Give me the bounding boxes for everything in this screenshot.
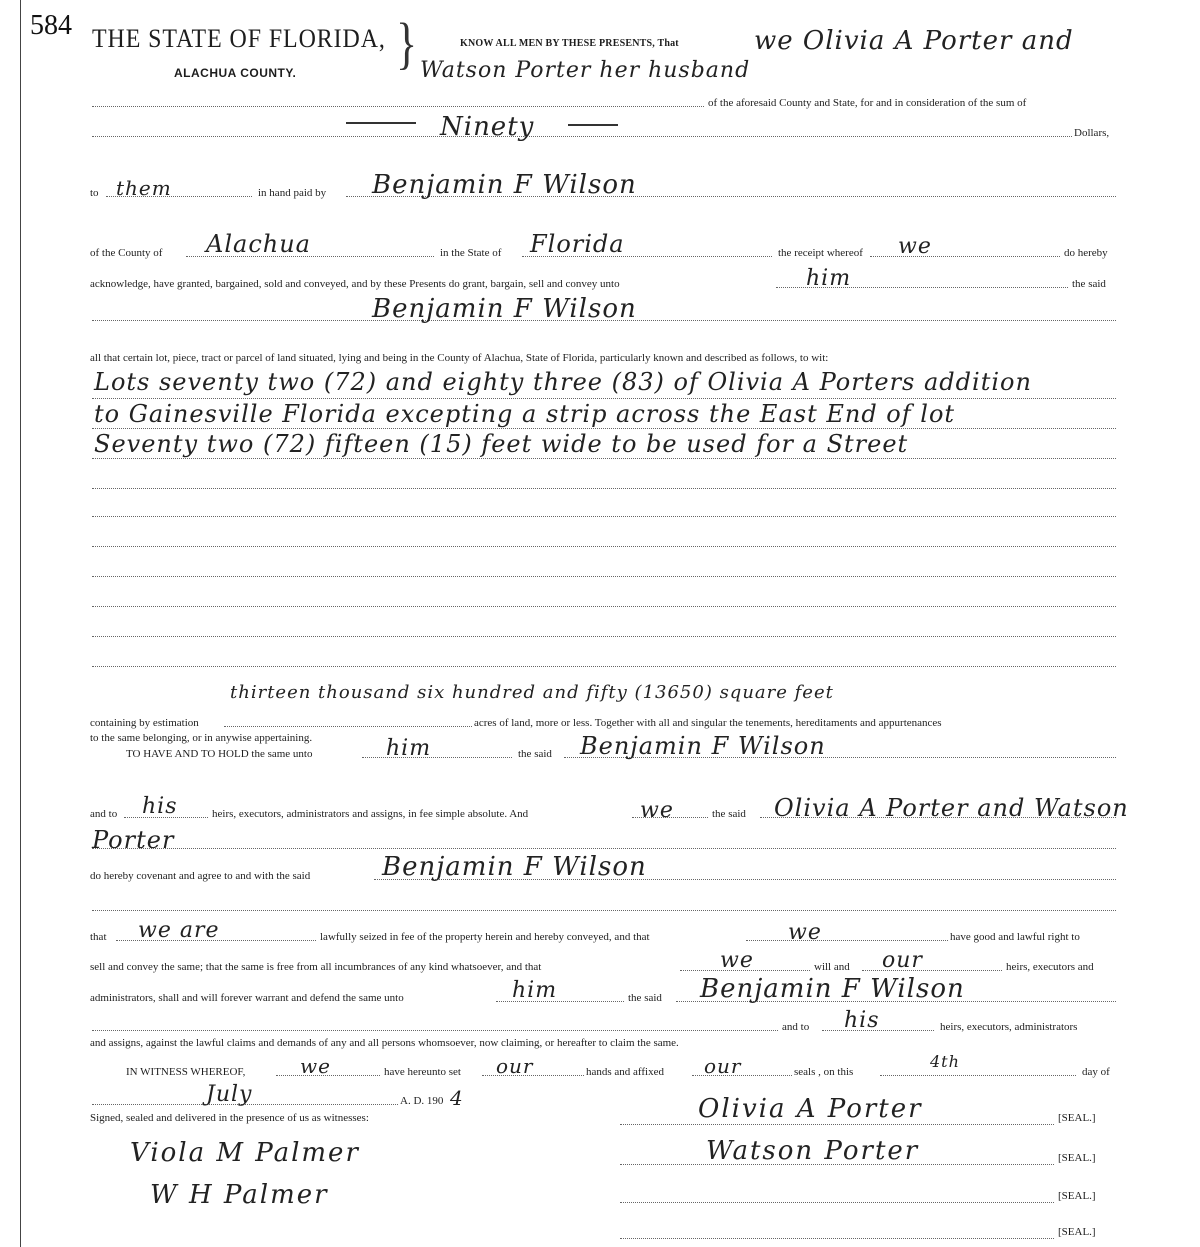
heirs-executors-text: heirs, executors and (1006, 961, 1094, 973)
land-intro-text: all that certain lot, piece, tract or parcel of land situated, lying and being in the County of Alachua, State of Florida, particularly known and described as follows, to wit: (90, 352, 829, 364)
and-to-label: and to (90, 808, 118, 820)
receipt-label: the receipt whereof (778, 247, 863, 259)
county-title: ALACHUA COUNTY. (174, 66, 297, 80)
to-have-text: TO HAVE AND TO HOLD the same unto (126, 748, 313, 760)
state-title: THE STATE OF FLORIDA, (92, 24, 386, 53)
fill-line (92, 516, 1116, 517)
seized-text: lawfully seized in fee of the property herein and hereby conveyed, and that (320, 931, 650, 943)
unto-value-handwritten: him (806, 266, 852, 291)
signature-line (620, 1238, 1054, 1239)
month-handwritten: July (206, 1082, 253, 1107)
fill-line (746, 940, 948, 941)
and-to-handwritten: his (142, 794, 178, 819)
assigns-text: and assigns, against the lawful claims and demands of any and all persons whomsoever, now claiming, or hereafter to claim the same. (90, 1037, 679, 1049)
witness-value3-handwritten: our (704, 1054, 742, 1078)
payer-handwritten: Benjamin F Wilson (372, 170, 637, 200)
to-label: to (90, 187, 99, 199)
belonging-text: to the same belonging, or in anywise appertaining. (90, 732, 313, 744)
fill-line (92, 636, 1116, 637)
containing-label: containing by estimation (90, 717, 199, 729)
fill-line (362, 757, 512, 758)
fill-line (92, 428, 1116, 429)
signature-line (620, 1202, 1054, 1203)
fill-line (92, 458, 1116, 459)
dash-stroke (346, 122, 416, 124)
brace-glyph: } (396, 11, 418, 76)
witness-value2-handwritten: our (496, 1054, 534, 1078)
land-desc-handwritten-3: Seventy two (72) fifteen (15) feet wide to be used for a Street (94, 430, 909, 458)
grantors-handwritten-2: Watson Porter her husband (420, 58, 751, 83)
amount-handwritten: Ninety (440, 112, 535, 142)
the-said-label: the said (628, 992, 662, 1004)
day-handwritten: 4th (930, 1052, 960, 1071)
in-state-label: in the State of (440, 247, 502, 259)
to-value-handwritten: them (116, 176, 172, 200)
acres-text: acres of land, more or less. Together with all and singular the tenements, hereditaments and appurtenances (474, 717, 942, 729)
fill-line (92, 910, 1116, 911)
fill-line (92, 546, 1116, 547)
grantors-cont-handwritten: Porter (92, 826, 175, 854)
of-county-label: of the County of (90, 247, 163, 259)
seals-on-this-text: seals , on this (794, 1066, 854, 1078)
seal-label: [SEAL.] (1058, 1226, 1096, 1238)
admin-value1-handwritten: him (512, 978, 558, 1003)
admin-value2-handwritten: his (844, 1008, 880, 1033)
fill-line (92, 488, 1116, 489)
seal-label: [SEAL.] (1058, 1190, 1096, 1202)
left-margin-rule (20, 0, 21, 1247)
document-number: 584 (30, 10, 72, 41)
consideration-text: of the aforesaid County and State, for and in consideration of the sum of (708, 97, 1027, 109)
grantor-signature-2: Watson Porter (706, 1136, 920, 1166)
the-said-label: the said (1072, 278, 1106, 290)
fill-line (92, 1030, 778, 1031)
in-witness-text: IN WITNESS WHEREOF, (126, 1066, 246, 1078)
covenant-grantee-handwritten: Benjamin F Wilson (382, 852, 647, 882)
state-value-handwritten: Florida (530, 230, 625, 258)
fill-line (92, 398, 1116, 399)
fill-line (224, 726, 472, 727)
grantee-handwritten: Benjamin F Wilson (580, 732, 826, 760)
grantor-signature-1: Olivia A Porter (698, 1094, 923, 1124)
seal-label: [SEAL.] (1058, 1112, 1096, 1124)
and-to-label: and to (782, 1021, 810, 1033)
dash-stroke (568, 124, 618, 126)
ad-label: A. D. 190 (400, 1095, 444, 1107)
land-desc-handwritten-2: to Gainesville Florida excepting a strip across the East End of lot (94, 400, 956, 428)
lawful-right-text: have good and lawful right to (950, 931, 1080, 943)
admin-grantee-handwritten: Benjamin F Wilson (700, 974, 965, 1004)
hereunto-text: have hereunto set (384, 1066, 461, 1078)
witness-signature-2: W H Palmer (150, 1180, 329, 1210)
signature-line (620, 1124, 1054, 1125)
fill-line (92, 848, 1116, 849)
know-all-men-text: KNOW ALL MEN BY THESE PRESENTS, That (460, 38, 679, 49)
acknowledge-text: acknowledge, have granted, bargained, sold and conveyed, and by these Presents do grant, bargain, sell and convey unto (90, 278, 620, 290)
receipt-value-handwritten: we (898, 234, 932, 259)
fill-line (92, 106, 704, 107)
witness-value1-handwritten: we (300, 1054, 331, 1078)
fill-line (92, 136, 1072, 137)
year-handwritten: 4 (450, 1086, 464, 1110)
hands-affixed-text: hands and affixed (586, 1066, 664, 1078)
heirs-administrators-text: heirs, executors, administrators (940, 1021, 1078, 1033)
witness-signature-1: Viola M Palmer (130, 1138, 360, 1168)
fill-line (880, 1075, 1076, 1076)
sell-value2-handwritten: our (882, 948, 923, 973)
covenant-text: do hereby covenant and agree to and with the said (90, 870, 311, 882)
signature-line (620, 1164, 1054, 1165)
estimation-handwritten: thirteen thousand six hundred and fifty (13650) square feet (230, 682, 834, 703)
sell-text: sell and convey the same; that the same is free from all incumbrances of any kind whatsoever, and that (90, 961, 542, 973)
do-hereby-label: do hereby (1064, 247, 1108, 259)
in-hand-label: in hand paid by (258, 187, 327, 199)
grantors-handwritten: Olivia A Porter and Watson (774, 794, 1129, 822)
and-value-handwritten: we (640, 798, 674, 823)
heirs-text: heirs, executors, administrators and assigns, in fee simple absolute. And (212, 808, 529, 820)
county-value-handwritten: Alachua (206, 230, 311, 258)
that-label: that (90, 931, 107, 943)
fill-line (92, 576, 1116, 577)
will-and-label: will and (814, 961, 850, 973)
seal-label: [SEAL.] (1058, 1152, 1096, 1164)
that-value2-handwritten: we (788, 920, 822, 945)
land-desc-handwritten-1: Lots seventy two (72) and eighty three (83) of Olivia A Porters addition (94, 368, 1032, 396)
dollars-label: Dollars, (1074, 127, 1110, 139)
fill-line (92, 606, 1116, 607)
sell-value1-handwritten: we (720, 948, 754, 973)
have-unto-handwritten: him (386, 736, 432, 761)
grantors-handwritten-1: we Olivia A Porter and (754, 26, 1074, 56)
the-said-label: the said (518, 748, 552, 760)
day-of-label: day of (1082, 1066, 1110, 1078)
fill-line (92, 666, 1116, 667)
signed-sealed-text: Signed, sealed and delivered in the presence of us as witnesses: (90, 1112, 369, 1124)
that-handwritten: we are (138, 918, 220, 943)
the-said-label: the said (712, 808, 746, 820)
grantee-handwritten: Benjamin F Wilson (372, 294, 637, 324)
admin-text: administrators, shall and will forever warrant and defend the same unto (90, 992, 404, 1004)
